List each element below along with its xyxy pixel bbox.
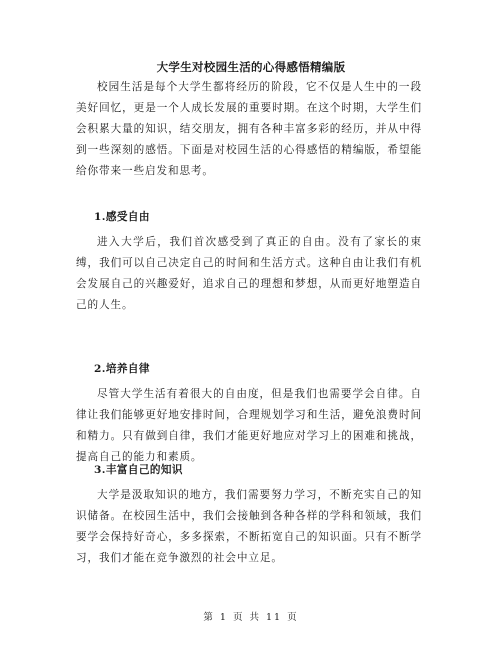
section-heading-2: 2.培养自律 [94, 363, 150, 375]
section-heading-3: 3.丰富自己的知识 [94, 464, 183, 476]
section-body-1: 进入大学后，我们首次感受到了真正的自由。没有了家长的束缚，我们可以自己决定自己的时间和生活方式。这种自由让我们有机会发展自己的兴趣爱好，追求自己的理想和梦想，从而更好地塑造自己的人生。 [76, 235, 422, 311]
page-number-footer: 第 1 页 共 11 页 [203, 612, 299, 623]
section-body-2: 尽管大学生活有着很大的自由度，但是我们也需要学会自律。自律让我们能够更好地安排时间，合理规划学习和生活，避免浪费时间和精力。只有做到自律，我们才能更好地应对学习上的困难和挑战，提高自己的能力和素质。 [76, 387, 422, 463]
section-body-3: 大学是汲取知识的地方，我们需要努力学习，不断充实自己的知识储备。在校园生活中，我们会接触到各种各样的学科和领域，我们要学会保持好奇心，多多探索，不断拓宽自己的知识面。只有不断学习，我们才能在竞争激烈的社会中立足。 [76, 488, 422, 564]
intro-paragraph: 校园生活是每个大学生都将经历的阶段，它不仅是人生中的一段美好回忆，更是一个人成长发展的重要时期。在这个时期，大学生们会积累大量的知识，结交朋友，拥有各种丰富多彩的经历，并从中得到一些深刻的感悟。下面是对校园生活的心得感悟的精编版，希望能给你带来一些启发和思考。 [76, 80, 422, 177]
section-heading-1: 1.感受自由 [94, 211, 150, 223]
document-title: 大学生对校园生活的心得感悟精编版 [156, 60, 346, 74]
